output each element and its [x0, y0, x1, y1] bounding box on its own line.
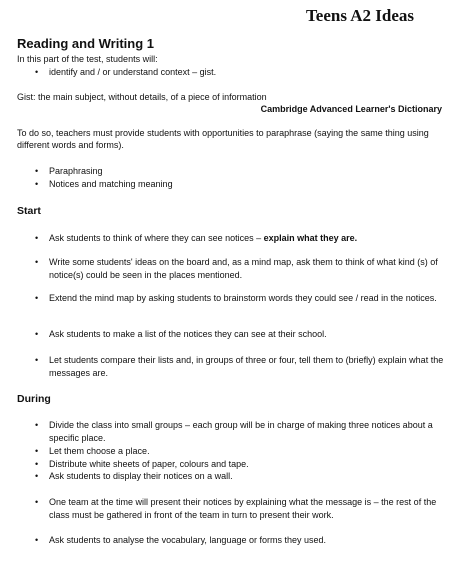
during-item: • Ask students to analyse the vocabulary, language or forms they used.	[17, 534, 459, 547]
intro-objective: • identify and / or understand context – gist.	[17, 66, 449, 79]
focus-item: • Notices and matching meaning	[17, 178, 449, 191]
gist-definition: Gist: the main subject, without details, of a piece of information	[17, 92, 267, 102]
paraphrase-note: To do so, teachers must provide students with opportunities to paraphrase (saying the same thing using different words and forms).	[17, 128, 429, 150]
during-item: • Ask students to display their notices on a wall.	[17, 470, 459, 483]
start-item: • Extend the mind map by asking students to brainstorm words they could see / read in the notices.	[17, 292, 459, 305]
brand-title: Teens A2 Ideas	[306, 6, 415, 25]
during-item: • One team at the time will present their notices by explaining what the message is – the rest of the class must be gathered in front of the team in turn to present their work.	[17, 496, 459, 521]
dictionary-source: Cambridge Advanced Learner's Dictionary	[260, 104, 442, 114]
during-item: • Distribute white sheets of paper, colours and tape.	[17, 458, 459, 471]
start-item-text: Ask students to think of where they can see notices –	[49, 233, 264, 243]
section-heading-start: Start	[17, 205, 41, 217]
intro-line: In this part of the test, students will:	[17, 54, 158, 64]
page-title: Reading and Writing 1	[17, 36, 154, 51]
during-item: • Let them choose a place.	[17, 445, 459, 458]
during-item: • Divide the class into small groups – each group will be in charge of making three notices about a specific place.	[17, 419, 459, 444]
focus-item: • Paraphrasing	[17, 165, 449, 178]
section-heading-during: During	[17, 393, 51, 405]
start-item	[17, 232, 459, 245]
start-item: • Let students compare their lists and, in groups of three or four, tell them to (briefly) explain what the messages are.	[17, 354, 459, 379]
start-item: • Write some students' ideas on the board and, as a mind map, ask them to think of what kind (s) of notice(s) could be seen in the places mentioned.	[17, 256, 459, 281]
start-item: • Ask students to make a list of the notices they can see at their school.	[17, 328, 459, 341]
start-item-emphasis: explain what they are.	[263, 233, 358, 243]
